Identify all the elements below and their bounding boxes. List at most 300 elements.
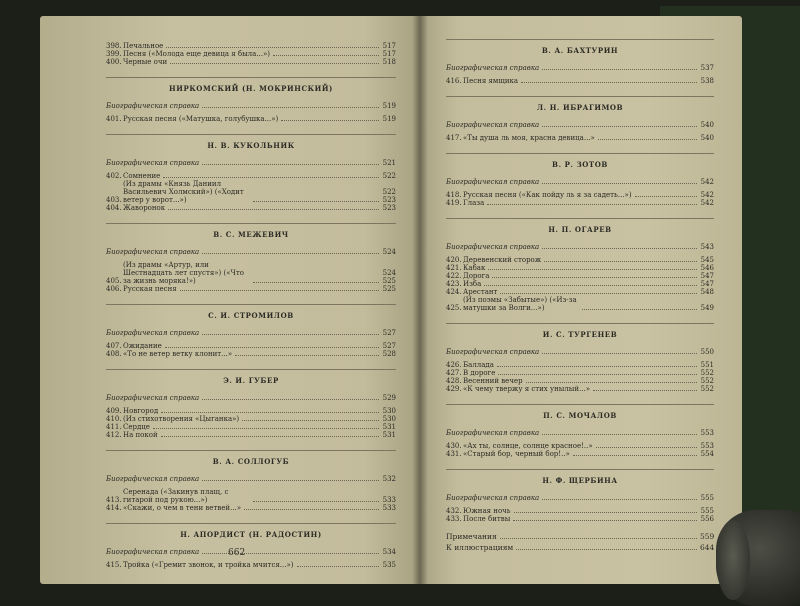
misc-entry[interactable]: [446, 544, 714, 552]
page-ref: [382, 248, 396, 256]
leader-dots: [542, 353, 697, 354]
page-ref: [382, 394, 396, 402]
page-ref: [382, 350, 396, 358]
toc-entry[interactable]: [106, 431, 396, 439]
entry-number: 426.: [446, 361, 462, 369]
entry-number: 431.: [446, 450, 462, 458]
bio-title: Биографическая справка: [106, 394, 200, 402]
leader-dots: [542, 499, 697, 500]
page-ref-value: 531: [382, 423, 396, 431]
bio-title: Биографическая справка: [446, 243, 540, 251]
page-ref: [700, 272, 714, 280]
leader-dots: [498, 374, 697, 375]
toc-entry[interactable]: [106, 342, 396, 350]
bio-row[interactable]: [106, 394, 396, 402]
leader-dots: [235, 355, 379, 356]
leader-dots: [161, 412, 379, 413]
entry-title: Русская песня: [123, 285, 177, 293]
leader-dots: [500, 293, 697, 294]
dark-cylinder-end: [716, 520, 750, 600]
entry-number: 406.: [106, 285, 122, 293]
page-ref-value: 522: [382, 188, 396, 196]
page-ref-value: 517: [382, 42, 396, 50]
page-ref: [382, 504, 396, 512]
toc-entry[interactable]: [446, 507, 714, 515]
toc-entry[interactable]: [446, 385, 714, 393]
entry-number: 417.: [446, 134, 462, 142]
page-ref: [700, 507, 714, 515]
bio-row[interactable]: [106, 329, 396, 337]
leader-dots: [521, 82, 697, 83]
page-ref-value: 542: [700, 191, 714, 199]
entry-title: Жаворонок: [123, 204, 166, 212]
entry-title: Русская песня («Матушка, голубушка...»): [123, 115, 279, 123]
entry-title: «Ах ты, солнце, солнце красное!..»: [463, 442, 593, 450]
page-ref-value: 533: [382, 496, 396, 504]
toc-entry[interactable]: [106, 415, 396, 423]
page-ref: 559: [700, 532, 715, 541]
misc-entry[interactable]: [446, 533, 714, 541]
entry-title: (Из поэмы «Забытые») («Из-за матушки за Волги...»): [463, 296, 577, 312]
toc-entry[interactable]: [106, 504, 396, 512]
entry-number: 416.: [446, 77, 462, 85]
page-ref: [382, 58, 396, 66]
left-page: [40, 16, 420, 584]
page-ref-value: 533: [382, 504, 396, 512]
author-heading: В. С. МЕЖЕВИЧ: [106, 223, 396, 239]
bio-row[interactable]: [446, 494, 714, 502]
entry-title: Изба: [463, 280, 482, 288]
leader-dots: [542, 434, 697, 435]
leader-dots: [596, 447, 697, 448]
leader-dots: [542, 248, 697, 249]
bio-row[interactable]: [106, 475, 396, 483]
page-ref: [700, 450, 714, 458]
bio-row[interactable]: [106, 159, 396, 167]
entry-title: «То не ветер ветку клонит...»: [123, 350, 233, 358]
misc-title: К иллюстрациям: [446, 543, 514, 552]
leader-dots: [526, 382, 697, 383]
page-ref-value: 556: [700, 515, 714, 523]
page-ref-value: 548: [700, 288, 714, 296]
toc-entry[interactable]: [446, 199, 714, 207]
page-ref: [382, 329, 396, 337]
page-ref: [700, 121, 714, 129]
page-ref-value: 530: [382, 407, 396, 415]
leader-dots: [542, 126, 697, 127]
entry-title: (Из драмы «Артур, или Шестнадцать лет спустя») («Что за жизнь моряка!»): [123, 261, 245, 285]
page-ref: [700, 256, 714, 264]
page-ref: [382, 172, 396, 180]
page-ref: [700, 280, 714, 288]
page-ref-value: 542: [700, 178, 714, 186]
entry-number: 427.: [446, 369, 462, 377]
toc-entry[interactable]: [446, 256, 714, 264]
bio-row[interactable]: [446, 64, 714, 72]
entry-title: «Старый бор, черный бор!..»: [463, 450, 570, 458]
toc-entry[interactable]: [106, 42, 396, 50]
page-ref-value: 517: [382, 50, 396, 58]
entry-title: Ожидание: [123, 342, 162, 350]
leader-dots: [514, 512, 697, 513]
page-ref: [382, 115, 396, 123]
page-ref-value: 554: [700, 450, 714, 458]
leader-dots: [513, 520, 697, 521]
leader-dots: [488, 269, 697, 270]
entry-number: 411.: [106, 423, 122, 431]
page-ref-value: 519: [382, 115, 396, 123]
bio-row[interactable]: [446, 243, 714, 251]
page-ref: [382, 415, 396, 423]
page-ref-value: 534: [382, 548, 396, 556]
author-heading: НИРКОМСКИЙ (Н. МОКРИНСКИЙ): [106, 77, 396, 93]
page-ref: [700, 348, 714, 356]
leader-dots: [161, 436, 379, 437]
bio-row[interactable]: [106, 102, 396, 110]
page-ref-value: 542: [700, 199, 714, 207]
leader-dots: [166, 47, 379, 48]
page-ref: [700, 369, 714, 377]
leader-dots: [598, 139, 697, 140]
page-ref-value: 527: [382, 329, 396, 337]
bio-title: Биографическая справка: [106, 159, 200, 167]
bio-title: Биографическая справка: [106, 475, 200, 483]
page-ref: [700, 199, 714, 207]
page-ref-value: 543: [700, 243, 714, 251]
misc-title: Примечания: [446, 532, 497, 541]
page-ref: [382, 561, 396, 569]
bio-row[interactable]: [106, 248, 396, 256]
page-ref: [382, 407, 396, 415]
leader-dots: [202, 480, 379, 481]
toc-entry[interactable]: [106, 285, 396, 293]
page-ref-value: 552: [700, 385, 714, 393]
toc-entry[interactable]: [106, 350, 396, 358]
bio-title: Биографическая справка: [446, 178, 540, 186]
bio-title: Биографическая справка: [106, 102, 200, 110]
right-sections: [446, 39, 714, 523]
author-heading: Н. П. ОГАРЕВ: [446, 218, 714, 234]
entry-number: 414.: [106, 504, 122, 512]
page-ref: [700, 304, 714, 312]
author-heading: В. Р. ЗОТОВ: [446, 153, 714, 169]
page-ref-value: 528: [382, 350, 396, 358]
entry-title: Весенний вечер: [463, 377, 523, 385]
toc-entry[interactable]: [446, 369, 714, 377]
bio-row[interactable]: [446, 429, 714, 437]
page-ref-value: 545: [700, 256, 714, 264]
author-heading: Л. Н. ИБРАГИМОВ: [446, 96, 714, 112]
page-ref-value: 552: [700, 377, 714, 385]
bio-row[interactable]: [106, 548, 396, 556]
entry-number: 403.: [106, 196, 122, 204]
page-ref-value: 540: [700, 121, 714, 129]
leader-dots: [244, 509, 379, 510]
page-ref: [382, 342, 396, 350]
page-ref: [700, 429, 714, 437]
leader-dots: [202, 399, 379, 400]
entry-title: Баллада: [463, 361, 494, 369]
entry-number: 433.: [446, 515, 462, 523]
entry-number: 415.: [106, 561, 122, 569]
leader-dots: [163, 177, 379, 178]
entry-number: 400.: [106, 58, 122, 66]
toc-entry[interactable]: [446, 361, 714, 369]
entry-number: 402.: [106, 172, 122, 180]
left-top-entries: [106, 42, 396, 66]
right-page: [420, 16, 742, 584]
entry-number: 409.: [106, 407, 122, 415]
leader-dots: [168, 209, 379, 210]
page-ref-value: 519: [382, 102, 396, 110]
page-ref-value: 555: [700, 507, 714, 515]
entry-title: Дорога: [463, 272, 490, 280]
entry-number: 420.: [446, 256, 462, 264]
page-ref-value: 547: [700, 280, 714, 288]
entry-number: 412.: [106, 431, 122, 439]
toc-entry[interactable]: [446, 288, 714, 296]
toc-entry[interactable]: [106, 172, 396, 180]
page-ref: [382, 496, 396, 504]
entry-title: Песня ямщика: [463, 77, 519, 85]
entry-title: «Ты душа ль моя, красна девица...»: [463, 134, 595, 142]
entry-number: 422.: [446, 272, 462, 280]
leader-dots: [544, 261, 697, 262]
toc-entry[interactable]: [106, 50, 396, 58]
entry-title: Тройка («Гремит звонок, и тройка мчится...»): [123, 561, 294, 569]
entry-number: 413.: [106, 496, 122, 504]
leader-dots: [202, 334, 379, 335]
bio-title: Биографическая справка: [106, 329, 200, 337]
toc-entry[interactable]: [106, 561, 396, 569]
toc-entry[interactable]: [446, 134, 714, 142]
toc-entry[interactable]: [446, 272, 714, 280]
page-ref-value: 553: [700, 429, 714, 437]
entry-number: 405.: [106, 277, 122, 285]
entry-title: Печальное: [123, 42, 164, 50]
leader-dots: [635, 196, 697, 197]
leader-dots: [516, 549, 697, 550]
page-ref-value: 518: [382, 58, 396, 66]
author-heading: Э. И. ГУБЕР: [106, 369, 396, 385]
leader-dots: [281, 120, 379, 121]
page-ref: 644: [700, 543, 715, 552]
entry-number: 421.: [446, 264, 462, 272]
entry-title: (Из драмы «Князь Даниил Васильевич Холмский») («Ходит ветер у ворот...»): [123, 180, 244, 204]
toc-entry[interactable]: [446, 515, 714, 523]
page-ref: [700, 385, 714, 393]
bio-title: Биографическая справка: [446, 348, 540, 356]
page-ref: [700, 264, 714, 272]
toc-entry[interactable]: [446, 442, 714, 450]
entry-title: Сердце: [123, 423, 150, 431]
entry-number: 399.: [106, 50, 122, 58]
entry-title: Глаза: [463, 199, 485, 207]
page-ref: [700, 191, 714, 199]
author-heading: П. С. МОЧАЛОВ: [446, 404, 714, 420]
page-ref-value: 537: [700, 64, 714, 72]
page-ref-value: 546: [700, 264, 714, 272]
toc-entry[interactable]: [446, 191, 714, 199]
bio-row[interactable]: [446, 178, 714, 186]
entry-title: Песня («Молода еще девица я была...»): [123, 50, 270, 58]
page-ref-value: 527: [382, 342, 396, 350]
page-ref: [382, 269, 396, 285]
page-ref: [382, 50, 396, 58]
toc-entry[interactable]: [446, 280, 714, 288]
page-ref-value: 538: [700, 77, 714, 85]
leader-dots: [253, 501, 380, 502]
page-ref-value: 523: [382, 204, 396, 212]
entry-title: Черные очи: [123, 58, 168, 66]
page-ref: [700, 178, 714, 186]
leader-dots: [542, 183, 697, 184]
entry-number: 410.: [106, 415, 122, 423]
entry-title: «Скажи, о чем в тени ветвей...»: [123, 504, 242, 512]
leader-dots: [153, 428, 379, 429]
bio-title: Биографическая справка: [446, 121, 540, 129]
page-ref-value: 532: [382, 475, 396, 483]
page-ref-value: 551: [700, 361, 714, 369]
entry-number: 419.: [446, 199, 462, 207]
entry-number: 425.: [446, 304, 462, 312]
toc-entry[interactable]: [446, 264, 714, 272]
page-ref-value-2: 525: [382, 277, 396, 285]
leader-dots: [542, 69, 697, 70]
leader-dots: [484, 285, 697, 286]
page-ref: [382, 102, 396, 110]
page-ref-value: 540: [700, 134, 714, 142]
leader-dots: [202, 253, 379, 254]
page-ref-value: 524: [382, 269, 396, 277]
bio-title: Биографическая справка: [446, 494, 540, 502]
entry-title: В дороге: [463, 369, 496, 377]
entry-title: Деревенский сторож: [463, 256, 542, 264]
bio-title: Биографическая справка: [446, 429, 540, 437]
entry-title: После битвы: [463, 515, 511, 523]
bio-title: Биографическая справка: [106, 248, 200, 256]
toc-entry[interactable]: [106, 115, 396, 123]
entry-number: 424.: [446, 288, 462, 296]
toc-entry[interactable]: [106, 204, 396, 212]
page-ref: [382, 159, 396, 167]
page-ref-value: 530: [382, 415, 396, 423]
leader-dots: [497, 366, 697, 367]
page-ref: [382, 204, 396, 212]
page-ref-value: 553: [700, 442, 714, 450]
leader-dots: [500, 538, 697, 539]
page-ref: [382, 548, 396, 556]
author-heading: Н. В. КУКОЛЬНИК: [106, 134, 396, 150]
author-heading: И. С. ТУРГЕНЕВ: [446, 323, 714, 339]
entry-number: 423.: [446, 280, 462, 288]
page-ref-value: 549: [700, 304, 714, 312]
toc-entry[interactable]: [106, 407, 396, 415]
author-heading: Н. Ф. ЩЕРБИНА: [446, 469, 714, 485]
right-misc-entries: [446, 533, 714, 552]
page-ref: [382, 42, 396, 50]
page-ref-value-2: 523: [382, 196, 396, 204]
toc-entry[interactable]: [106, 180, 396, 204]
page-ref-value: 531: [382, 431, 396, 439]
entry-number: 408.: [106, 350, 122, 358]
entry-number: 407.: [106, 342, 122, 350]
bio-row[interactable]: [446, 121, 714, 129]
page-ref-value: 524: [382, 248, 396, 256]
page-ref: [700, 515, 714, 523]
leader-dots: [253, 282, 380, 283]
page-ref-value: 555: [700, 494, 714, 502]
leader-dots: [593, 390, 697, 391]
toc-entry[interactable]: [446, 296, 714, 312]
page-ref: [382, 188, 396, 204]
entry-number: 401.: [106, 115, 122, 123]
leader-dots: [492, 277, 697, 278]
entry-number: 418.: [446, 191, 462, 199]
entry-title: (Из стихотворения «Цыганка»): [123, 415, 240, 423]
page-ref: [700, 288, 714, 296]
leader-dots: [573, 455, 697, 456]
entry-number: 398.: [106, 42, 122, 50]
toc-entry[interactable]: [106, 58, 396, 66]
bio-row[interactable]: [446, 348, 714, 356]
page-ref-value: 535: [382, 561, 396, 569]
page-ref: [700, 77, 714, 85]
page-ref: [382, 285, 396, 293]
entry-title: Новгород: [123, 407, 159, 415]
leader-dots: [253, 201, 380, 202]
page-ref-value: 547: [700, 272, 714, 280]
bio-title: Биографическая справка: [446, 64, 540, 72]
leader-dots: [273, 55, 379, 56]
bio-title: Биографическая справка: [106, 548, 200, 556]
leader-dots: [487, 204, 697, 205]
leader-dots: [297, 566, 380, 567]
leader-dots: [170, 63, 379, 64]
entry-title: «К чему твержу я стих унылый...»: [463, 385, 590, 393]
page-ref-value: 550: [700, 348, 714, 356]
entry-number: 404.: [106, 204, 122, 212]
page-ref-value: 529: [382, 394, 396, 402]
leader-dots: [582, 309, 698, 310]
author-heading: В. А. СОЛЛОГУБ: [106, 450, 396, 466]
leader-dots: [165, 347, 379, 348]
page-ref: [700, 377, 714, 385]
toc-entry[interactable]: [106, 423, 396, 431]
entry-title: Сомнение: [123, 172, 161, 180]
toc-entry[interactable]: [446, 450, 714, 458]
page-ref: [700, 442, 714, 450]
toc-entry[interactable]: [106, 488, 396, 504]
entry-title: Южная ночь: [463, 507, 511, 515]
leader-dots: [202, 107, 379, 108]
page-ref: [382, 475, 396, 483]
page-ref: [700, 64, 714, 72]
leader-dots: [180, 290, 379, 291]
author-heading: В. А. БАХТУРИН: [446, 39, 714, 55]
toc-entry[interactable]: [106, 261, 396, 285]
author-heading: С. И. СТРОМИЛОВ: [106, 304, 396, 320]
entry-title: Арестант: [463, 288, 498, 296]
page-ref: [700, 494, 714, 502]
page-number: 662: [228, 548, 246, 558]
entry-number: 429.: [446, 385, 462, 393]
toc-entry[interactable]: [446, 377, 714, 385]
book-gutter: [412, 16, 428, 584]
toc-entry[interactable]: [446, 77, 714, 85]
page-ref-value: 521: [382, 159, 396, 167]
page-ref: [700, 134, 714, 142]
